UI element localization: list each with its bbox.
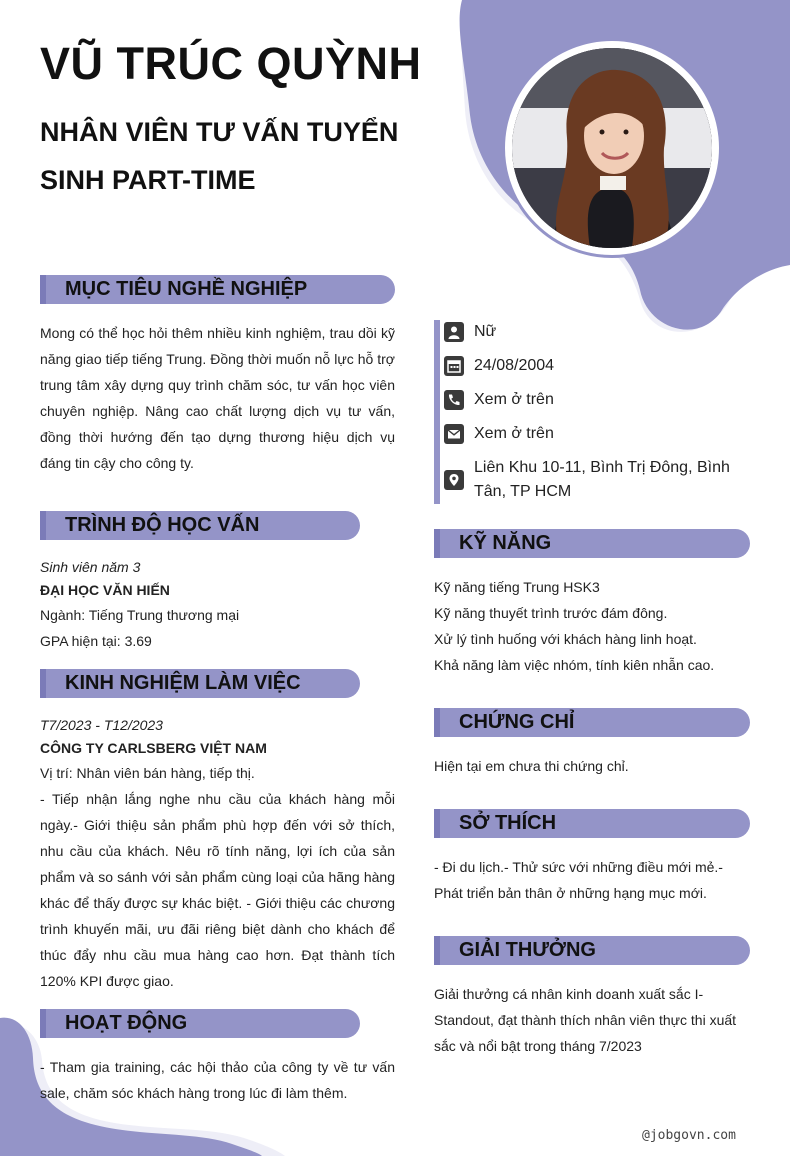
- awards-text: Giải thưởng cá nhân kinh doanh xuất sắc I-Standout, đạt thành thích nhân viên thực thi xuất sắc và nổi bật trong tháng 7/2023: [434, 986, 737, 1054]
- user-icon: [444, 322, 464, 342]
- portrait-illustration: [512, 48, 712, 248]
- skill-item: Kỹ năng thuyết trình trước đám đông.: [434, 605, 668, 621]
- hobbies-text: - Đi du lịch.- Thử sức với những điều mới mẻ.- Phát triển bản thân ở những hạng mục mới.: [434, 859, 723, 901]
- avatar: [512, 48, 712, 248]
- activities-text: - Tham gia training, các hội thảo của công ty về tư vấn sale, chăm sóc khách hàng trong lúc đi làm thêm.: [40, 1059, 395, 1101]
- section-header-skills: KỸ NĂNG: [434, 529, 750, 558]
- section-header-experience: KINH NGHIỆM LÀM VIỆC: [40, 669, 360, 698]
- section-header-certificates: CHỨNG CHỈ: [434, 708, 750, 737]
- section-header-objective: MỤC TIÊU NGHỀ NGHIỆP: [40, 275, 395, 304]
- experience-company: CÔNG TY CARLSBERG VIỆT NAM: [40, 740, 267, 756]
- calendar-icon: [444, 356, 464, 376]
- footer-watermark: @jobgovn.com: [642, 1128, 736, 1143]
- contact-accent-bar: [434, 320, 440, 504]
- experience-position: Vị trí: Nhân viên bán hàng, tiếp thị.: [40, 765, 255, 781]
- location-pin-icon: [444, 470, 464, 490]
- section-header-activities: HOẠT ĐỘNG: [40, 1009, 360, 1038]
- contact-email: Xem ở trên: [474, 425, 554, 442]
- contact-gender: Nữ: [474, 323, 497, 340]
- education-period: Sinh viên năm 3: [40, 559, 141, 575]
- experience-period: T7/2023 - T12/2023: [40, 717, 163, 733]
- candidate-name: VŨ TRÚC QUỲNH: [40, 38, 422, 89]
- education-gpa: GPA hiện tại: 3.69: [40, 633, 152, 649]
- email-icon: [444, 424, 464, 444]
- job-title: NHÂN VIÊN TƯ VẤN TUYỂN SINH PART-TIME: [40, 117, 399, 195]
- objective-text: Mong có thể học hỏi thêm nhiều kinh nghiệm, trau dồi kỹ năng giao tiếp tiếng Trung. Đồng thời muốn nỗ lực hỗ trợ trung tâm xây dựng quy trình chăm sóc, tư vấn học viên chuyên nghiệp. Nâng cao chất lượng dịch vụ tư vấn, đồng thời hướng đến tạo dựng thương hiệu dịch vụ đáng tin cậy cho công ty.: [40, 325, 395, 471]
- section-header-education: TRÌNH ĐỘ HỌC VẤN: [40, 511, 360, 540]
- education-school: ĐẠI HỌC VĂN HIẾN: [40, 582, 170, 598]
- contact-address: Liên Khu 10-11, Bình Trị Đông, Bình Tân, TP HCM: [474, 459, 730, 500]
- skill-item: Khả năng làm việc nhóm, tính kiên nhẫn cao.: [434, 657, 715, 673]
- skill-item: Xử lý tình huống với khách hàng linh hoạt.: [434, 631, 697, 647]
- section-header-hobbies: SỞ THÍCH: [434, 809, 750, 838]
- contact-birthday: 24/08/2004: [474, 357, 555, 374]
- phone-icon: [444, 390, 464, 410]
- certificates-text: Hiện tại em chưa thi chứng chỉ.: [434, 758, 629, 774]
- education-major: Ngành: Tiếng Trung thương mại: [40, 607, 240, 623]
- contact-phone: Xem ở trên: [474, 391, 554, 408]
- experience-description: - Tiếp nhận lắng nghe nhu cầu của khách hàng mỗi ngày.- Giới thiệu sản phẩm phù hợp đến với sở thích, nhu cầu của khách. Nêu rõ tính năng, lợi ích của sản phẩm và so sánh với sản phẩm cùng loại của hãng hàng khác để thấy được sự khác biệt. - Giới thiệu các chương trình khuyến mãi, ưu đãi riêng biệt dành cho khách để thúc đẩy nhu cầu mua hàng cao hơn. Đạt thành tích 120% KPI được giao.: [40, 791, 395, 989]
- skill-item: Kỹ năng tiếng Trung HSK3: [434, 579, 600, 595]
- section-header-awards: GIẢI THƯỞNG: [434, 936, 750, 965]
